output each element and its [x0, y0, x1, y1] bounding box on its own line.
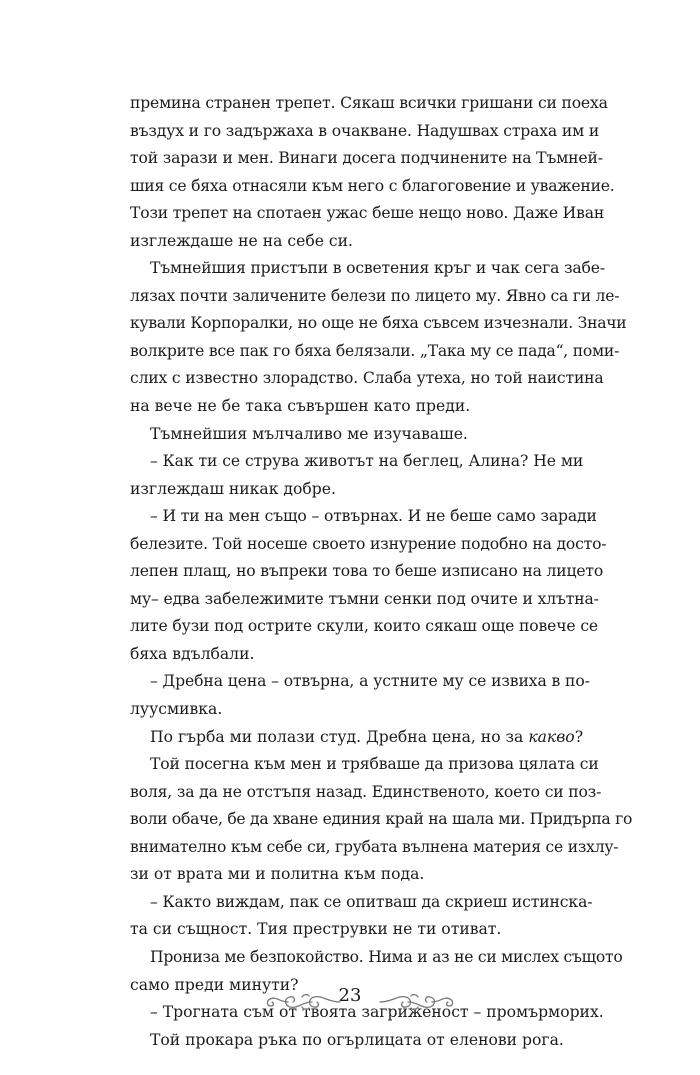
- text-line-content: той зарази и мен. Винаги досега подчинените на Тъмней-: [130, 149, 603, 168]
- page-footer: [0, 985, 700, 1025]
- text-line: [130, 448, 584, 476]
- text-line-content: Тъмнейшия мълчаливо ме изучаваше.: [150, 424, 468, 443]
- text-line: [130, 586, 599, 614]
- text-line: [130, 668, 590, 696]
- text-line: [130, 696, 572, 724]
- text-line-content: – И ти на мен също – отвърнах. И не беше само заради: [150, 507, 597, 526]
- text-line: [130, 255, 605, 283]
- text-line-content: Тъмнейшия пристъпи в осветения кръг и чак сега забе-: [150, 259, 605, 278]
- text-line-content: По гърба ми полази студ. Дребна цена, но за: [150, 727, 529, 746]
- text-line-content: внимателно към себе си, грубата вълнена материя се изхлу-: [130, 837, 619, 856]
- text-line-content: белезите. Той носеше своето изнурение подобно на досто-: [130, 534, 607, 553]
- text-line-content: – Дребна цена – отвърна, а устните му се извиха в по-: [150, 672, 590, 691]
- text-line: [130, 118, 600, 146]
- text-line: [130, 531, 607, 559]
- text-line: [130, 145, 603, 173]
- text-line: [130, 558, 604, 586]
- text-line-content: само преди минути?: [130, 975, 299, 994]
- text-line: [130, 90, 608, 118]
- text-line-content: – Как ти се струва животът на беглец, Алина? Не ми: [150, 452, 584, 471]
- text-line-content: изглеждаше не на себе си.: [130, 231, 353, 250]
- text-line: [130, 283, 620, 311]
- text-line-content: Той посегна към мен и трябваше да призова цялата си: [150, 755, 599, 774]
- text-line-content: му– едва забележимите тъмни сенки под очите и хлътна-: [130, 589, 599, 608]
- text-line-content: бяха вдълбали.: [130, 644, 255, 663]
- text-line-content: та си същност. Тия преструвки не ти отиват.: [130, 920, 502, 939]
- text-line: [130, 421, 572, 449]
- text-line: [130, 503, 597, 531]
- text-line-content: воли обаче, бе да хване единия край на шала ми. Придърпа го: [130, 810, 633, 829]
- text-line: [130, 861, 572, 889]
- text-line-content: – Както виждам, пак се опитваш да скриеш истинска-: [150, 892, 593, 911]
- text-line: [130, 476, 572, 504]
- text-line: [130, 310, 627, 338]
- text-line-content: Прониза ме безпокойство. Нима и аз не си мислех същото: [150, 947, 623, 966]
- text-line: [130, 338, 620, 366]
- text-line: [130, 889, 593, 917]
- emphasized-word: какво: [528, 727, 575, 746]
- text-line: [130, 228, 572, 256]
- text-line: [130, 393, 572, 421]
- text-line-content: изглеждаш никак добре.: [130, 479, 336, 498]
- text-line: [130, 806, 633, 834]
- flourish-ornament-icon: [378, 991, 458, 1013]
- text-line: [130, 751, 599, 779]
- text-line: [130, 1027, 572, 1055]
- text-line-content: въздух и го задържаха в очакване. Надушвах страха им и: [130, 121, 600, 140]
- text-line: [130, 834, 619, 862]
- text-line-content: зи от врата ми и политна към пода.: [130, 865, 425, 884]
- text-line-content: слих с известно злорадство. Слаба утеха, но той наистина: [130, 369, 604, 388]
- text-line-tail: ?: [574, 727, 584, 746]
- text-line-content: Той прокара ръка по огърлицата от еленови рога.: [150, 1030, 564, 1049]
- body-text: [130, 90, 633, 1054]
- text-line-content: кували Корпоралки, но още не бяха съвсем изчезнали. Значи: [130, 314, 627, 333]
- text-line: [130, 944, 623, 972]
- text-line-content: шия се бяха отнасяли към него с благоговение и уважение.: [130, 176, 615, 195]
- text-line: [130, 613, 598, 641]
- text-line-content: лязах почти заличените белези по лицето му. Явно са ги ле-: [130, 286, 620, 305]
- text-line: [130, 365, 604, 393]
- text-line: [130, 779, 602, 807]
- text-line-content: луусмивка.: [130, 700, 223, 719]
- text-line-content: лепен плащ, но въпреки това то беше изписано на лицето: [130, 562, 604, 581]
- text-line-content: Този трепет на спотаен ужас беше нещо ново. Даже Иван: [130, 204, 605, 223]
- text-line-content: на вече не бе така съвършен като преди.: [130, 397, 471, 416]
- text-line: [130, 724, 584, 752]
- text-line-content: воля, за да не отстъпя назад. Единственото, което си поз-: [130, 782, 602, 801]
- text-line-content: – Трогната съм от твоята загриженост – промърморих.: [150, 1003, 604, 1022]
- text-line: [130, 200, 605, 228]
- text-line-content: лите бузи под острите скули, които сякаш още повече се: [130, 617, 598, 636]
- text-line: [130, 173, 615, 201]
- text-line-content: волкрите все пак го бяха белязали. „Така му се пада“, поми-: [130, 341, 620, 360]
- text-line: [130, 916, 572, 944]
- text-line: [130, 641, 572, 669]
- text-line-content: премина странен трепет. Сякаш всички гришани си поеха: [130, 94, 608, 112]
- page-number: 23: [338, 985, 362, 1006]
